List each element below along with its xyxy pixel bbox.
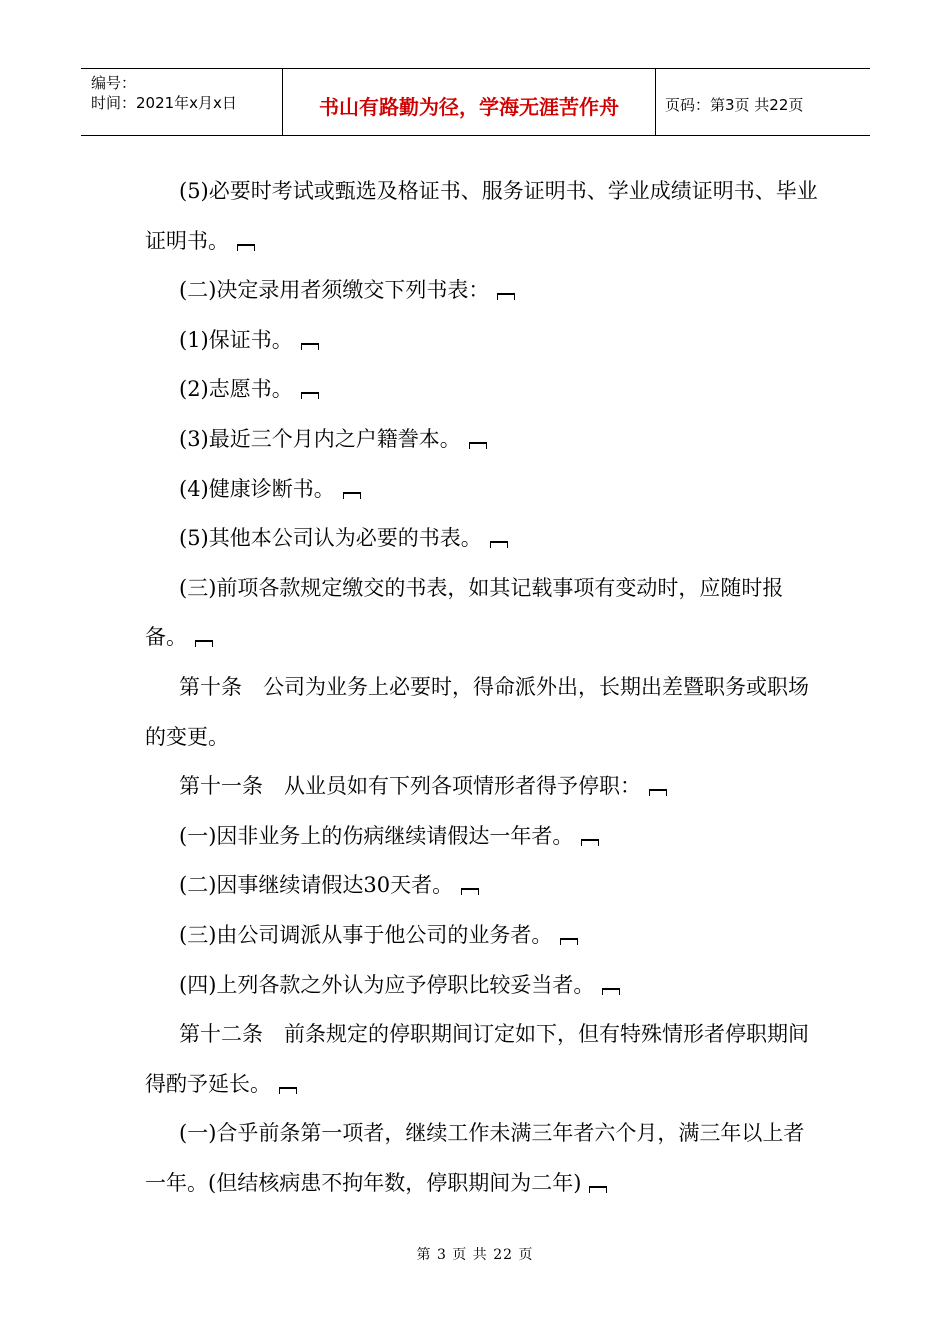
paragraph-mark-icon xyxy=(301,343,319,350)
paragraph-text: (四)上列各款之外认为应予停职比较妥当者。 xyxy=(179,972,595,997)
body-paragraph xyxy=(145,465,825,515)
paragraph-mark-icon xyxy=(589,1186,607,1193)
paragraph-text: 第十条 公司为业务上必要时，得命派外出，长期出差暨职务或职场的变更。 xyxy=(145,674,809,749)
header-page-info: 页码：第3页 共22页 xyxy=(665,95,804,114)
paragraph-text: (一)合乎前条第一项者，继续工作未满三年者六个月，满三年以上者一年。(但结核病患不拘年数，停职期间为二年) xyxy=(145,1121,805,1195)
document-number-label: 编号： xyxy=(91,74,137,92)
paragraph-text: (5)其他本公司认为必要的书表。 xyxy=(179,526,482,551)
paragraph-text: 第十一条 从业员如有下列各项情形者得予停职： xyxy=(179,774,641,799)
paragraph-mark-icon xyxy=(490,541,508,548)
paragraph-mark-icon xyxy=(602,988,620,995)
document-time-label: 时间：2021年x月x日 xyxy=(91,94,237,112)
paragraph-mark-icon xyxy=(461,888,479,895)
body-paragraph xyxy=(145,762,825,812)
paragraph-mark-icon xyxy=(279,1087,297,1094)
body-paragraph xyxy=(145,1010,825,1109)
paragraph-mark-icon xyxy=(237,244,255,251)
body-paragraph xyxy=(145,1109,825,1208)
document-body xyxy=(145,167,825,1208)
paragraph-mark-icon xyxy=(560,938,578,945)
header-motto: 书山有路勤为径，学海无涯苦作舟 xyxy=(282,69,656,135)
paragraph-text: 第十二条 前条规定的停职期间订定如下，但有特殊情形者停职期间得酌予延长。 xyxy=(145,1022,809,1096)
paragraph-mark-icon xyxy=(497,293,515,300)
body-paragraph xyxy=(145,564,825,663)
paragraph-text: (3)最近三个月内之户籍誊本。 xyxy=(179,426,461,451)
page-header xyxy=(81,68,870,136)
paragraph-mark-icon xyxy=(301,392,319,399)
body-paragraph xyxy=(145,266,825,316)
paragraph-text: (1)保证书。 xyxy=(179,327,293,352)
paragraph-mark-icon xyxy=(649,789,667,796)
body-paragraph xyxy=(145,415,825,465)
paragraph-text: (2)志愿书。 xyxy=(179,377,293,402)
body-paragraph xyxy=(145,861,825,911)
header-meta xyxy=(81,69,282,135)
paragraph-text: (4)健康诊断书。 xyxy=(179,476,335,501)
paragraph-text: (三)前项各款规定缴交的书表，如其记载事项有变动时，应随时报备。 xyxy=(145,575,784,650)
paragraph-text: (一)因非业务上的伤病继续请假达一年者。 xyxy=(179,823,574,848)
paragraph-text: (二)决定录用者须缴交下列书表： xyxy=(179,278,490,303)
paragraph-mark-icon xyxy=(469,442,487,449)
body-paragraph xyxy=(145,514,825,564)
body-paragraph xyxy=(145,365,825,415)
body-paragraph xyxy=(145,961,825,1011)
paragraph-text: (三)由公司调派从事于他公司的业务者。 xyxy=(179,922,553,947)
body-paragraph xyxy=(145,316,825,366)
paragraph-mark-icon xyxy=(343,492,361,499)
paragraph-mark-icon xyxy=(581,839,599,846)
body-paragraph xyxy=(145,663,825,762)
page-footer: 第 3 页 共 22 页 xyxy=(416,1247,534,1263)
paragraph-text: (二)因事继续请假达30天者。 xyxy=(179,873,454,898)
body-paragraph xyxy=(145,167,825,266)
body-paragraph xyxy=(145,911,825,961)
paragraph-text: (5)必要时考试或甄选及格证书、服务证明书、学业成绩证明书、毕业证明书。 xyxy=(145,179,818,253)
paragraph-mark-icon xyxy=(195,640,213,647)
body-paragraph xyxy=(145,812,825,862)
